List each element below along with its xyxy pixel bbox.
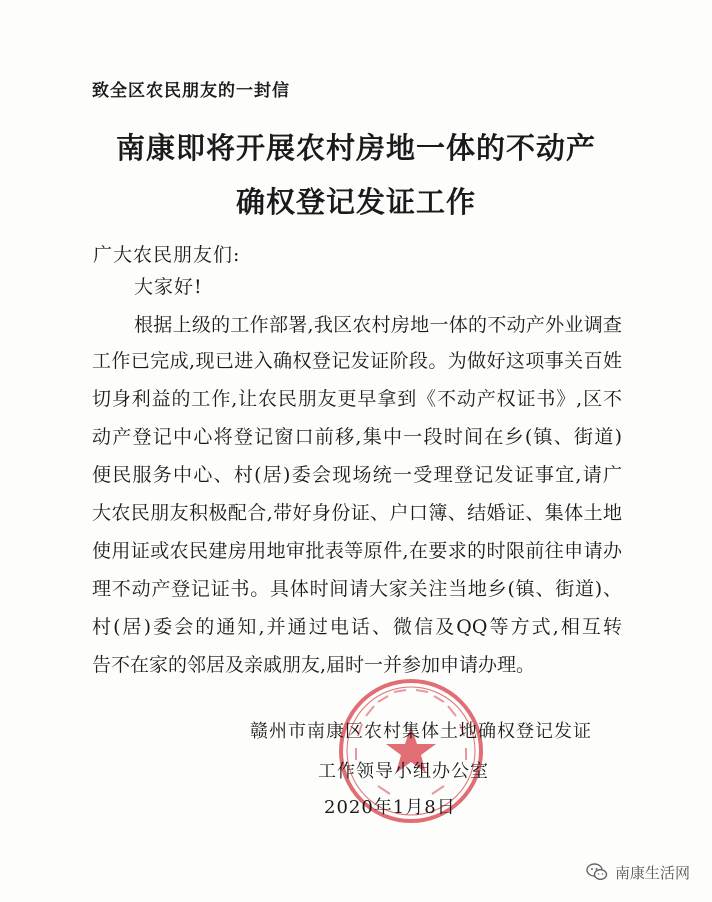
body-line: 使用证或农民建房用地审批表等原件,在要求的时限前往申请办 (92, 540, 622, 562)
letter-header: 致全区农民朋友的一封信 (92, 81, 290, 101)
salutation: 广大农民朋友们: (93, 244, 241, 266)
body-line: 村(居)委会的通知,并通过电话、微信及QQ等方式,相互转 (92, 616, 622, 638)
body-line: 动产登记中心将登记窗口前移,集中一段时间在乡(镇、街道) (92, 426, 622, 448)
body-line: 告不在家的邻居及亲戚朋友,届时一并参加申请办理。 (92, 654, 536, 676)
body-line: 便民服务中心、村(居)委会现场统一受理登记发证事宜,请广 (92, 464, 622, 486)
wechat-icon (585, 860, 609, 884)
title-line-2: 确权登记发证工作 (235, 185, 476, 219)
watermark-label: 南康生活网 (614, 863, 690, 882)
body-line: 切身利益的工作,让农民朋友更早拿到《不动产权证书》,区不 (92, 388, 622, 410)
body-line: 大农民朋友积极配合,带好身份证、户口簿、结婚证、集体土地 (92, 502, 622, 524)
signature-org-line-1: 赣州市南康区农村集体土地确权登记发证 (250, 721, 592, 742)
watermark (585, 860, 690, 884)
title-line-1: 南康即将开展农村房地一体的不动产 (115, 131, 596, 165)
greeting: 大家好! (134, 276, 203, 298)
signature-date: 2020年1月8日 (324, 797, 456, 818)
body-line: 理不动产登记证书。具体时间请大家关注当地乡(镇、街道)、 (92, 578, 622, 600)
signature-org-line-2: 工作领导小组办公室 (318, 761, 489, 782)
body-line: 根据上级的工作部署,我区农村房地一体的不动产外业调查 (134, 314, 622, 336)
body-line: 工作已完成,现已进入确权登记发证阶段。为做好这项事关百姓 (92, 350, 622, 372)
